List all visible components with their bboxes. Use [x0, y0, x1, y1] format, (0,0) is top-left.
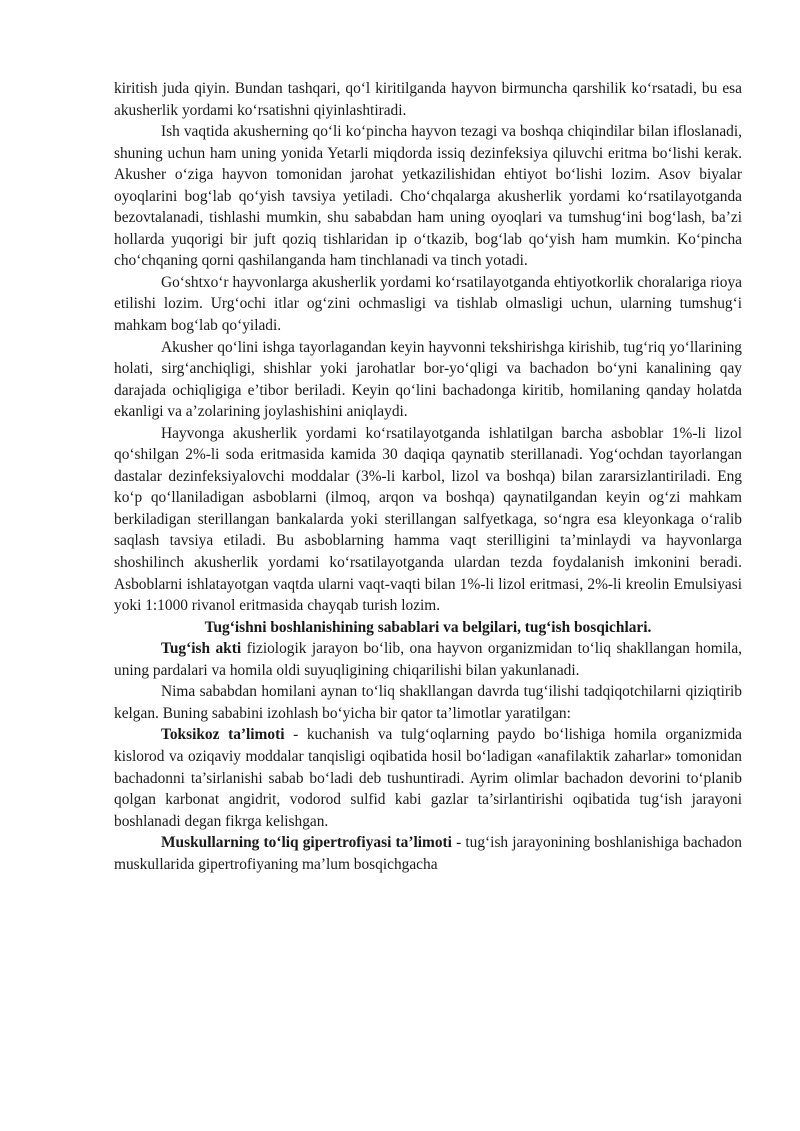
- definition-text: fiziologik jarayon bo‘lib, ona hayvon organizmidan to‘liq shakllangan homila, uning pardalari va homila oldi suyuqligining chiqarilishi bilan yakunlanadi.: [114, 640, 742, 679]
- theory-toxicosis: [114, 724, 742, 832]
- theory-term: Toksikoz ta’limoti: [161, 726, 285, 744]
- paragraph-5: Hayvonga akusherlik yordami ko‘rsatilayotganda ishlatilgan barcha asboblar 1%-li lizol qo‘shilgan 2%-li soda eritmasida kamida 30 daqiqa qaynatib sterillanadi. Yog‘ochdan tayorlangan dastalar dezinfeksiyalovchi moddalar (3%-li karbol, lizol va boshqa) bilan zararsizlantiriladi. Eng ko‘p qo‘llaniladigan asboblarni (ilmoq, arqon va boshqa) qaynatilgandan keyin og‘zi mahkam berkiladigan sterillangan bankalarda yoki sterillangan salfyetkaga, so‘ngra esa kleyonkaga o‘ralib saqlash tavsiya etiladi. Bu asboblarning hamma vaqt sterilligini ta’minlaydi va hayvonlarga shoshilinch akusherlik yordami ko‘rsatilayotganda ulardan tezda foydalanish imkonini beradi. Asboblarni ishlatayotgan vaqtda ularni vaqt-vaqti bilan 1%-li lizol eritmasi, 2%-li kreolin Emulsiyasi yoki 1:1000 rivanol eritmasida chayqab turish lozim.: [114, 424, 742, 615]
- paragraph-4: Akusher qo‘lini ishga tayorlagandan keyin hayvonni tekshirishga kirishib, tug‘riq yo‘llarining holati, sirg‘anchiqligi, shishlar yoki jarohatlar bor-yo‘qligi va bachadon bo‘yni kanalining qay darajada ochiqligiga e’tibor beriladi. Keyin qo‘lini bachadonga kiritib, homilaning qanday holatda ekanligi va a’zolarining joylashishini aniqlaydi.: [114, 338, 742, 421]
- paragraph-3: Go‘shtxo‘r hayvonlarga akusherlik yordami ko‘rsatilayotganda ehtiyotkorlik choralariga rioya etilishi lozim. Urg‘ochi itlar og‘zini ochmasligi va tishlab olmasligi uchun, ularning tumshug‘i mahkam bog‘lab qo‘yiladi.: [114, 273, 742, 335]
- paragraph-2: Ish vaqtida akusherning qo‘li ko‘pincha hayvon tezagi va boshqa chiqindilar bilan ifloslanadi, shuning uchun ham uning yonida Yetarli miqdorda issiq dezinfeksiya qiluvchi eritma bo‘lishi kerak. Akusher o‘ziga hayvon tomonidan jarohat yetkazilishidan ehtiyot bo‘lishi lozim. Asov biyalar oyoqlarini bog‘lab qo‘yish tavsiya yetiladi. Cho‘chqalarga akusherlik yordami ko‘rsatilayotganda bezovtalanadi, tishlashi mumkin, shu sababdan ham uning oyoqlari va tumshug‘ini bog‘lash, ba’zi hollarda yuqorigi bir juft qoziq tishlaridan ip o‘tkazib, bog‘lab qo‘yish ham mumkin. Ko‘pincha cho‘chqaning qorni qashilanganda ham tinchlanadi va tinch yotadi.: [114, 123, 742, 270]
- theory-text: - kuchanish va tulg‘oqlarning paydo bo‘lishiga homila organizmida kislorod va oziqaviy moddalar tanqisligi oqibatida hosil bo‘ladigan «anafilaktik zaharlar» tomonidan bachadonni ta’sirlanishi sabab bo‘ladi deb tushuntiradi. Ayrim olimlar bachadon devorini to‘planib qolgan karbonat angidrit, vodorod sulfid kabi gazlar ta’sirlantirishi oqibatida tug‘ish jarayoni boshlanadi degan fikrga kelishgan.: [114, 726, 742, 830]
- theory-term: Muskullarning to‘liq gipertrofiyasi ta’limoti: [161, 834, 452, 852]
- definition-paragraph: [114, 638, 742, 681]
- document-page: [114, 78, 742, 875]
- section-heading: Tug‘ishni boshlanishining sabablari va belgilari, tug‘ish bosqichlari.: [204, 618, 652, 636]
- paragraph-1: kiritish juda qiyin. Bundan tashqari, qo‘l kiritilganda hayvon birmuncha qarshilik ko‘rsatadi, bu esa akusherlik yordami ko‘rsatishni qiyinlashtiradi.: [114, 80, 742, 119]
- theory-muscle-hypertrophy: [114, 832, 742, 875]
- theory-text: - tug‘ish jarayonining boshlanishiga bachadon muskullarida gipertrofiyaning ma’lum bosqichgacha: [114, 834, 742, 873]
- definition-term: Tug‘ish akti: [161, 640, 242, 658]
- paragraph-middle: Nima sababdan homilani aynan to‘liq shakllangan davrda tug‘ilishi tadqiqotchilarni qiziqtirib kelgan. Buning sababini izohlash bo‘yicha bir qator ta’limotlar yaratilgan:: [114, 683, 742, 722]
